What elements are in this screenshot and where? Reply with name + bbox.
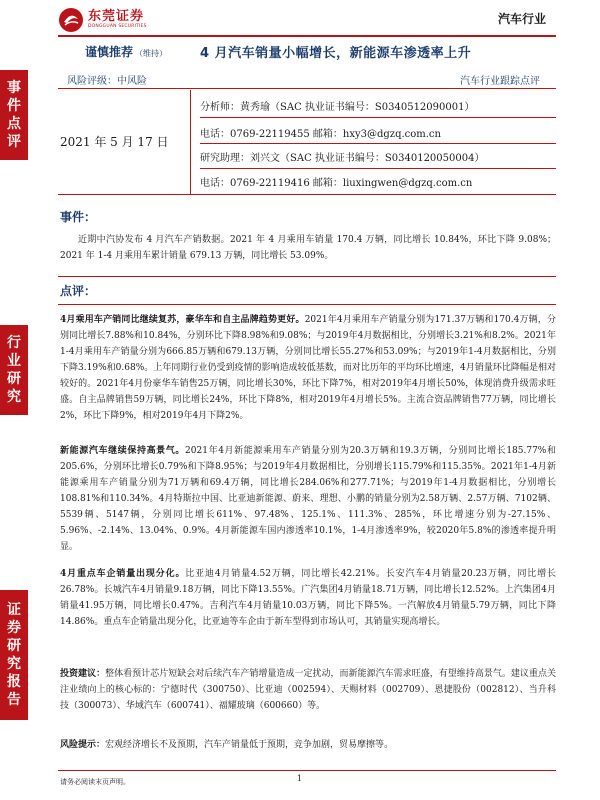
paragraph-lead: 新能源汽车继续保持高景气。 [60,446,186,456]
sidebar-tab-char: 报 [7,674,21,690]
paragraph-body: 宏观经济增长不及预期，汽车产销量低于预期，竞争加剧，贸易摩擦等。 [105,740,394,750]
sidebar-tab-char: 点 [7,116,21,132]
paragraph-new-energy [60,443,556,555]
sidebar-tab-securities-report [0,590,28,720]
sidebar-tab-event-review [0,70,28,160]
logo-name-en: DONGGUAN SECURITIES [88,24,147,30]
analyst-rule [200,143,556,144]
paragraph-lead: 投资建议： [60,669,106,679]
analyst-block-bottom-rule [58,194,556,195]
report-date: 2021 年 5 月 17 日 [60,135,169,149]
title-divider [58,88,556,89]
paragraph-body: 2021年4月新能源乘用车产销量分别为20.3万辆和19.3万辆，分别同比增长185.77%和205.6%，分别环比增长0.79%和下降8.95%；与2019年4月数据相比，分别增长115.79%和115.35%。2021年1-4月新能源乘用车产销量分别为71万辆和69.4万辆，同比增长284.06%和277.71%；与2019年1-4月数据相比，分别增长108.81%和110.34%。4月特斯拉中国、比亚迪新能源、蔚来、理想、小鹏的销量分别为2.58万辆、2.57万辆、7102辆、5539辆、5147辆，分别同比增长611%、97.48%、125.1%、111.3%、285%，环比增速分别为-27.15%、5.96%、-2.14%、13.04%、0.9%。4月新能源车国内渗透率10.1%，1-4月渗透率9%，较2020年5.8%的渗透率提升明显。 [60,446,556,552]
paragraph-lead: 风险提示： [60,740,106,750]
paragraph-body: 比亚迪4月销量4.52万辆，同比增长42.21%。长安汽车4月销量20.23万辆，同比增长26.78%。长城汽车4月销量9.18万辆，同比下降13.55%。广汽集团4月销量18.71万辆，同比增长12.52%。上汽集团4月销量41.95万辆，同比增长0.47%。吉利汽车4月销量10.03万辆，同比下降5%。一汽解放4月销量5.79万辆，同比下降14.86%。重点车企销量出现分化，比亚迪等车企由于新车型得到市场认可，其销量实现高增长。 [60,569,557,627]
footer-disclaimer: 请务必阅读末页声明。 [60,778,130,786]
paragraph-key-automakers [60,566,556,630]
sidebar-tab-char: 行 [7,335,21,351]
page-number: 1 [297,774,303,783]
risk-rating: 风险评级：中风险 [67,76,147,87]
industry-label: 汽车行业 [497,12,546,26]
sidebar-tab-char: 评 [7,134,21,150]
analyst-name: 分析师：黄秀瑜（SAC 执业证书编号：S0340512090001） [200,102,475,113]
paragraph-investment-advice [60,666,556,714]
sidebar-tab-char: 究 [7,656,21,672]
analyst-rule [200,168,556,169]
footer-divider [58,770,556,771]
paragraph-body: 2021年4月乘用车产销量分别为171.37万辆和170.4万辆，分别同比增长7.88%和10.84%，分别环比下降8.98%和9.08%；与2019年4月数据相比，分别增长3.21%和8.2%。2021年1-4月乘用车产销量分别为666.85万辆和679.13万辆，分别同比增长55.27%和53.09%；与2019年1-4月数据相比，分别下降3.19%和0.68%。上年同期行业仍受到疫情的影响造成较低基数，而对比历年的平均环比增速，4月销量环比降幅是相对较好的。2021年4月份豪华车销售25万辆，同比增长30%，环比下降7%，相对2019年4月增长50%，体现消费升级需求旺盛。自主品牌销售59万辆，同比增长24%，环比下降8%，相对2019年4月增长5%。主流合资品牌销售77万辆，同比增长2%，环比下降9%，相对2019年4月下降2%。 [60,315,557,421]
sidebar-tab-char: 证 [7,602,21,618]
assistant-name: 研究助理：刘兴文（SAC 执业证书编号：S0340120050004） [200,153,485,164]
rating-value: 谨慎推荐 [85,45,134,59]
company-logo [58,6,168,34]
sidebar-tab-char: 业 [7,353,21,369]
event-rule [58,276,556,277]
assistant-contact: 电话：0769-22119416 邮箱：liuxingwen@dgzq.com.cn [200,178,473,189]
paragraph-passenger-car [60,312,556,424]
report-title: 4 月汽车销量小幅增长，新能源车渗透率上升 [200,46,472,61]
analyst-block-divider [190,90,191,194]
event-heading: 事件： [60,210,97,224]
sidebar-tab-char: 告 [7,692,21,708]
comment-rule [58,304,556,305]
paragraph-lead: 4月乘用车产销同比继续复苏，豪华车和自主品牌趋势更好。 [60,315,305,325]
comment-heading: 点评： [60,284,97,298]
logo-emblem-icon [58,7,84,33]
analyst-contact: 电话：0769-22119455 邮箱：hxy3@dgzq.com.cn [200,129,441,140]
sidebar-tab-char: 券 [7,620,21,636]
header-divider [58,35,556,37]
paragraph-body: 整体看预计芯片短缺会对后续汽车产销增量造成一定扰动，而新能源汽车需求旺盛，有望维持高景气。建议重点关注业绩向上的核心标的：宁德时代（300750）、比亚迪（002594）、天赐材料（002709）、恩捷股份（002812）、当升科技（300073）、华域汽车（600741）、福耀玻璃（600660）等。 [60,669,556,711]
rating-note: （维持） [135,49,168,58]
sidebar-tab-industry-research [0,325,28,415]
event-text: 近期中汽协发布 4 月汽车产销数据。2021 年 4 月乘用车销量 170.4 万辆，同比增长 10.84%，环比下降 9.08%；2021 年 1-4 月乘用车累计销量 679.13 万辆，同比增长 53.09%。 [60,235,556,261]
rating [85,43,167,60]
paragraph-risk-warning [60,737,556,753]
sidebar-tab-char: 研 [7,371,21,387]
analyst-rule [200,117,556,118]
logo-name-cn: 东莞证券 [88,9,145,25]
sidebar-tab-char: 研 [7,638,21,654]
paragraph-lead: 4月重点车企销量出现分化。 [60,569,186,579]
report-type: 汽车行业跟踪点评 [460,76,540,87]
sidebar-tab-char: 件 [7,98,21,114]
sidebar-tab-char: 事 [7,80,21,96]
sidebar-tab-char: 究 [7,389,21,405]
